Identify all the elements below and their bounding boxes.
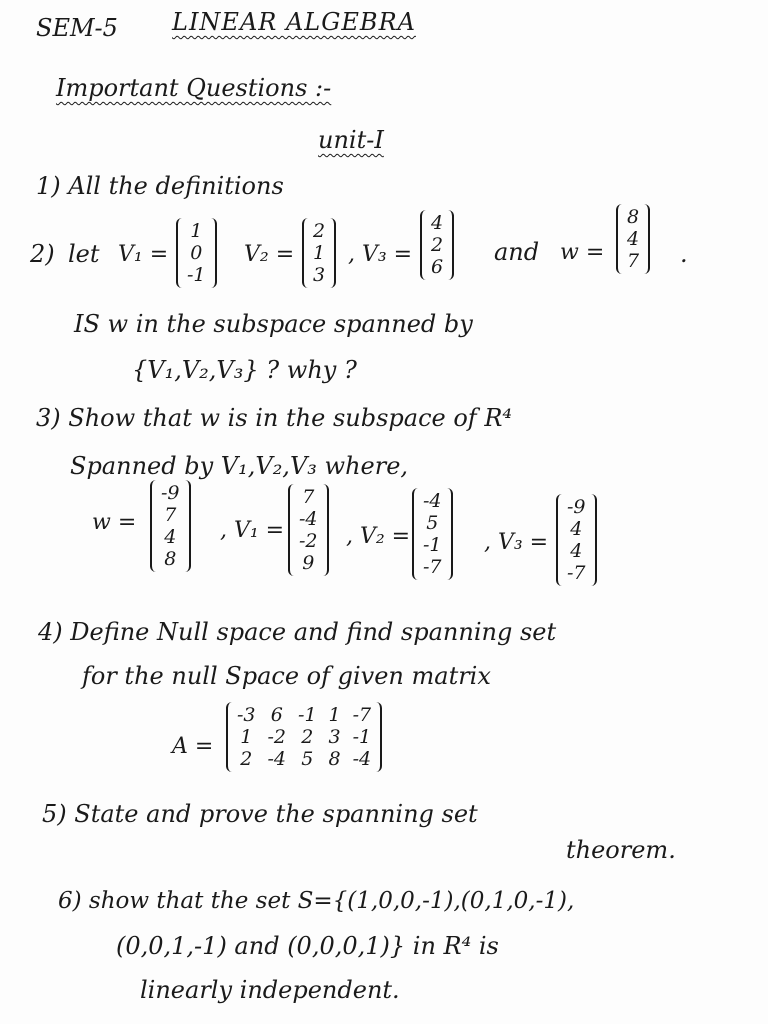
matrix-entry: -3 [237, 704, 256, 726]
matrix-entry: 3 [328, 726, 341, 748]
q2-end-mark: . [680, 240, 688, 268]
q3-vector-w [150, 480, 191, 572]
matrix-entry: 8 [328, 748, 341, 770]
q3-line-2: Spanned by V₁,V₂,V₃ where, [70, 452, 409, 480]
matrix-entry: 2 [301, 726, 314, 748]
q3-vector-v1 [288, 484, 329, 576]
vector-entry: -9 [161, 482, 180, 504]
q2-vector-v3 [420, 210, 454, 280]
subtitle: Important Questions :- [56, 74, 332, 102]
q2-line-3: {V₁,V₂,V₃} ? why ? [132, 356, 357, 384]
vector-entry: 2 [431, 234, 444, 256]
vector-entry: 4 [570, 540, 583, 562]
vector-entry: -9 [567, 496, 586, 518]
q2-vector-v1 [176, 218, 217, 288]
vector-entry: 8 [627, 206, 640, 228]
q2-and: and [494, 238, 540, 266]
matrix-entry: -2 [267, 726, 287, 748]
q6-line-1: 6) show that the set S={(1,0,0,-1),(0,1,0,-1), [58, 888, 575, 914]
vector-entry: 2 [313, 220, 326, 242]
q2-w-label: w = [560, 240, 605, 265]
q3-vector-v3 [556, 494, 597, 586]
q4-a-label: A = [172, 734, 214, 759]
q3-v1-label: , V₁ = [220, 518, 285, 543]
vector-entry: -7 [567, 562, 586, 584]
q6-line-2: (0,0,1,-1) and (0,0,0,1)} in R⁴ is [116, 932, 499, 960]
q2-let: let [68, 240, 100, 268]
vector-entry: -1 [187, 264, 206, 286]
q5-line-1: 5) State and prove the spanning set [42, 800, 478, 828]
vector-entry: -1 [423, 534, 442, 556]
q6-line-3: linearly independent. [140, 976, 400, 1004]
q3-line-1: 3) Show that w is in the subspace of R⁴ [36, 404, 513, 432]
q4-line-2: for the null Space of given matrix [82, 662, 491, 690]
vector-entry: 9 [302, 552, 315, 574]
vector-entry: -4 [423, 490, 442, 512]
vector-entry: -7 [423, 556, 442, 578]
semester-label: SEM-5 [36, 14, 118, 42]
q3-v2-label: , V₂ = [346, 524, 411, 549]
vector-entry: 4 [627, 228, 640, 250]
q3-w-label: w = [92, 510, 137, 535]
q2-v2-label: V₂ = [244, 242, 295, 267]
q3-v3-label: , V₃ = [484, 530, 549, 555]
vector-entry: 7 [302, 486, 315, 508]
vector-entry: 4 [431, 212, 444, 234]
matrix-entry: 2 [240, 748, 253, 770]
vector-entry: -4 [299, 508, 318, 530]
q3-vector-v2 [412, 488, 453, 580]
vector-entry: 4 [164, 526, 177, 548]
vector-entry: 7 [627, 250, 640, 272]
vector-entry: 8 [164, 548, 177, 570]
q5-line-2: theorem. [566, 836, 676, 864]
q4-line-1: 4) Define Null space and find spanning set [38, 618, 557, 646]
question-1: 1) All the definitions [36, 172, 284, 200]
matrix-entry: -1 [298, 704, 317, 726]
matrix-entry: 5 [301, 748, 314, 770]
vector-entry: 4 [570, 518, 583, 540]
matrix-entry: -7 [352, 704, 372, 726]
q2-number: 2) [30, 240, 55, 268]
matrix-entry: -4 [352, 748, 372, 770]
q2-vector-w [616, 204, 650, 274]
vector-entry: 7 [164, 504, 177, 526]
vector-entry: 0 [190, 242, 203, 264]
vector-entry: 3 [313, 264, 326, 286]
q2-v3-label: , V₃ = [348, 242, 413, 267]
matrix-entry: -1 [352, 726, 372, 748]
vector-entry: 5 [426, 512, 439, 534]
matrix-entry: -4 [267, 748, 287, 770]
vector-entry: 1 [190, 220, 203, 242]
q2-vector-v2 [302, 218, 336, 288]
matrix-entry: 6 [270, 704, 283, 726]
vector-entry: 1 [313, 242, 326, 264]
vector-entry: -2 [299, 530, 318, 552]
q2-line-2: IS w in the subspace spanned by [74, 310, 473, 338]
unit-heading: unit-I [318, 126, 384, 154]
q2-v1-label: V₁ = [118, 242, 169, 267]
matrix-entry: 1 [328, 704, 341, 726]
matrix-entry: 1 [240, 726, 253, 748]
vector-entry: 6 [431, 256, 444, 278]
page-title: LINEAR ALGEBRA [172, 8, 416, 36]
q4-matrix-a [226, 702, 382, 772]
